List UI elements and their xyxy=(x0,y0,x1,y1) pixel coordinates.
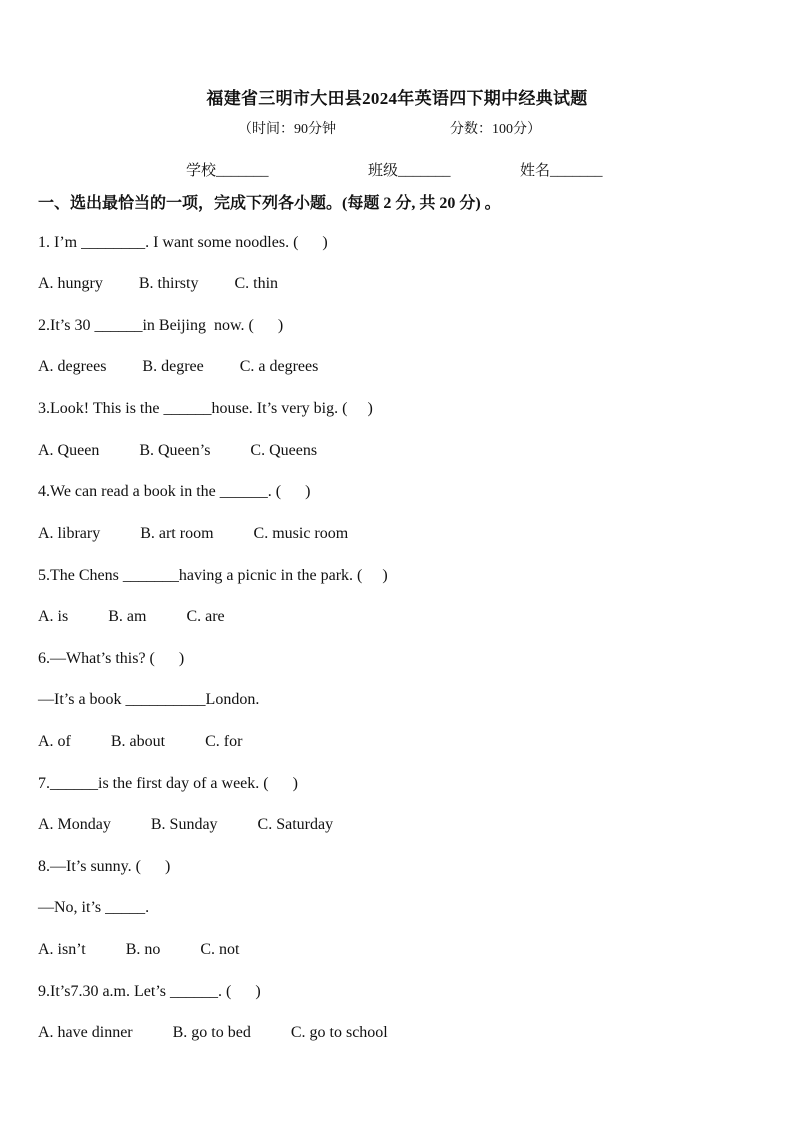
question-2-options: A. degrees B. degree C. a degrees xyxy=(38,358,319,375)
exam-score: 分数：100分） xyxy=(450,122,541,137)
section-heading: 一、选出最恰当的一项，完成下列各小题。(每题 2 分, 共 20 分) 。 xyxy=(38,195,501,212)
question-8-line-2: —No, it’s _____. xyxy=(38,899,150,916)
exam-title: 福建省三明市大田县2024年英语四下期中经典试题 xyxy=(206,89,588,108)
question-9-options: A. have dinner B. go to bed C. go to school xyxy=(38,1024,388,1041)
question-3: 3.Look! This is the ______house. It’s very big. ( ) xyxy=(38,400,373,417)
question-6-line-2: —It’s a book __________London. xyxy=(38,691,260,708)
question-6: 6.—What’s this? ( ) xyxy=(38,650,185,667)
question-5-options: A. is B. am C. are xyxy=(38,608,225,625)
school-field: 学校_______ xyxy=(186,163,269,179)
question-1-options: A. hungry B. thirsty C. thin xyxy=(38,275,279,292)
question-4-options: A. library B. art room C. music room xyxy=(38,525,349,542)
question-2: 2.It’s 30 ______in Beijing now. ( ) xyxy=(38,317,284,334)
question-7: 7.______is the first day of a week. ( ) xyxy=(38,775,298,792)
question-3-options: A. Queen B. Queen’s C. Queens xyxy=(38,442,318,459)
question-7-options: A. Monday B. Sunday C. Saturday xyxy=(38,816,334,833)
class-field: 班级_______ xyxy=(368,163,451,179)
question-5: 5.The Chens _______having a picnic in the park. ( ) xyxy=(38,567,388,584)
question-1: 1. I’m ________. I want some noodles. ( ) xyxy=(38,234,328,251)
question-4: 4.We can read a book in the ______. ( ) xyxy=(38,483,311,500)
name-field: 姓名_______ xyxy=(520,163,603,179)
question-9: 9.It’s7.30 a.m. Let’s ______. ( ) xyxy=(38,983,261,1000)
question-8-options: A. isn’t B. no C. not xyxy=(38,941,240,958)
question-8: 8.—It’s sunny. ( ) xyxy=(38,858,171,875)
exam-time: （时间：90分钟 xyxy=(238,122,336,137)
question-6-options: A. of B. about C. for xyxy=(38,733,243,750)
